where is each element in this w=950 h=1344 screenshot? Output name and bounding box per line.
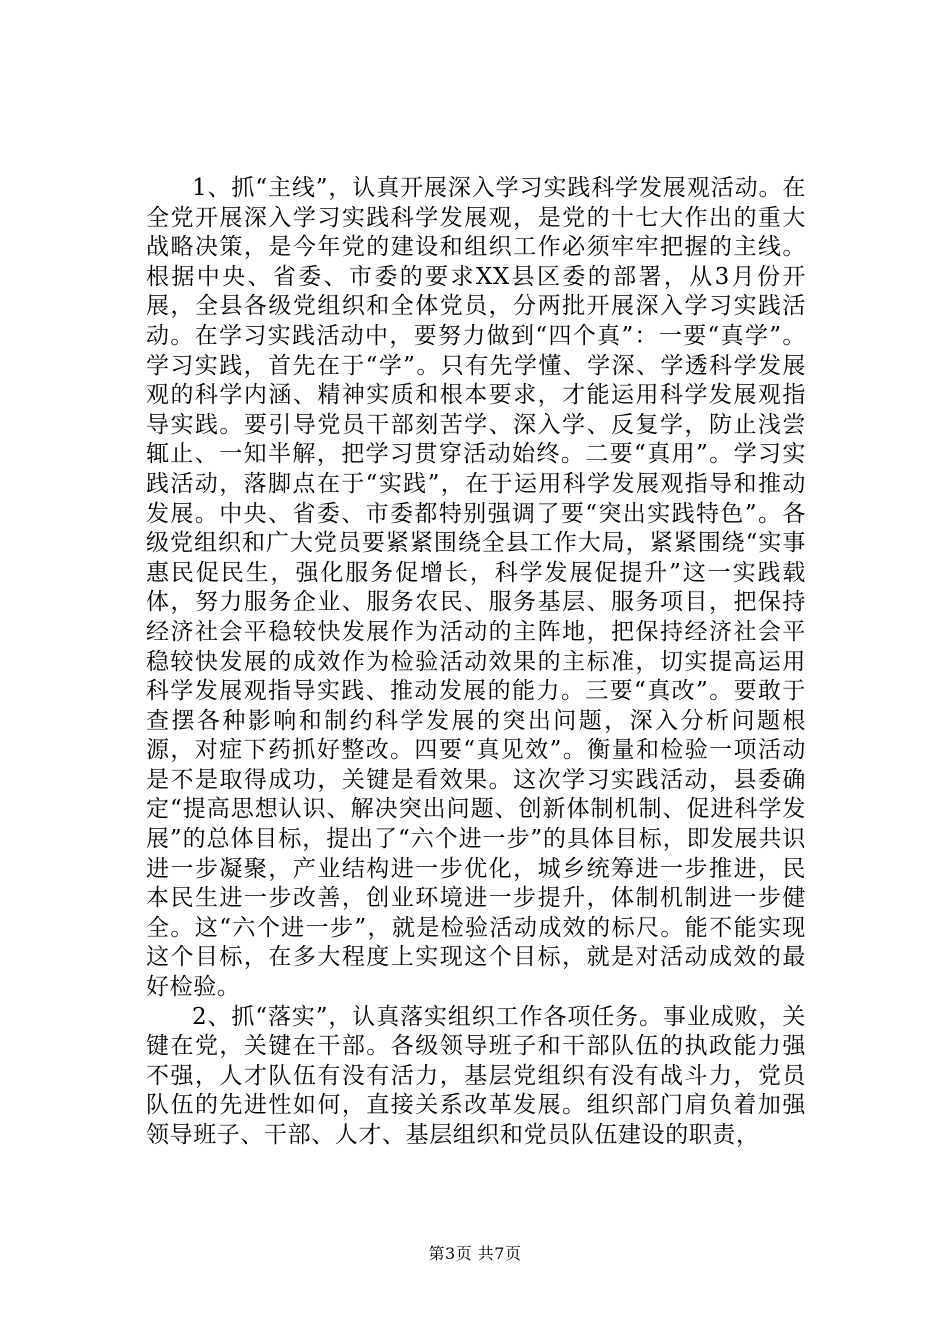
paragraph-2: 2、抓“落实”，认真落实组织工作各项任务。事业成败，关键在党，关键在干部。各级领导班子和干部队伍的执政能力强不强，人才队伍有没有活力，基层党组织有没有战斗力，党员队伍的先进性如何，直接关系改革发展。组织部门肩负着加强领导班子、干部、人才、基层组织和党员队伍建设的职责， <box>146 1003 806 1148</box>
page-footer: 第3页 共7页 <box>428 1244 522 1263</box>
body-text <box>146 174 806 1151</box>
paragraph-1: 1、抓“主线”，认真开展深入学习实践科学发展观活动。在全党开展深入学习实践科学发展观，是党的十七大作出的重大战略决策，是今年党的建设和组织工作必须牢牢把握的主线。根据中央、省委、市委的要求XX县区委的部署，从3月份开展，全县各级党组织和全体党员，分两批开展深入学习实践活动。在学习实践活动中，要努力做到“四个真”：一要“真学”。学习实践，首先在于“学”。只有先学懂、学深、学透科学发展观的科学内涵、精神实质和根本要求，才能运用科学发展观指导实践。要引导党员干部刻苦学、深入学、反复学，防止浅尝辄止、一知半解，把学习贯穿活动始终。二要“真用”。学习实践活动，落脚点在于“实践”，在于运用科学发展观指导和推动发展。中央、省委、市委都特别强调了要“突出实践特色”。各级党组织和广大党员要紧紧围绕全县工作大局，紧紧围绕“实事惠民促民生，强化服务促增长，科学发展促提升”这一实践载体，努力服务企业、服务农民、服务基层、服务项目，把保持经济社会平稳较快发展作为活动的主阵地，把保持经济社会平稳较快发展的成效作为检验活动效果的主标准，切实提高运用科学发展观指导实践、推动发展的能力。三要“真改”。要敢于查摆各种影响和制约科学发展的突出问题，深入分析问题根源，对症下药抓好整改。四要“真见效”。衡量和检验一项活动是不是取得成功，关键是看效果。这次学习实践活动，县委确定“提高思想认识、解决突出问题、创新体制机制、促进科学发展”的总体目标，提出了“六个进一步”的具体目标，即发展共识进一步凝聚，产业结构进一步优化，城乡统筹进一步推进，民本民生进一步改善，创业环境进一步提升，体制机制进一步健全。这“六个进一步”，就是检验活动成效的标尺。能不能实现这个目标，在多大程度上实现这个目标，就是对活动成效的最好检验。 <box>146 175 806 1001</box>
